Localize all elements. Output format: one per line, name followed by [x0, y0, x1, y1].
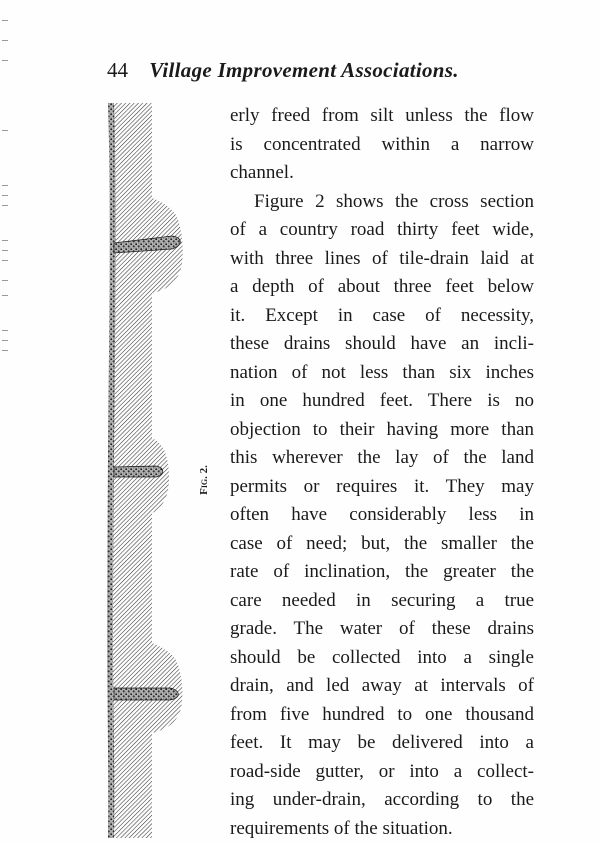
text-line: this wherever the lay of the land — [230, 447, 534, 468]
text-line: Figure 2 shows the cross section — [254, 190, 534, 212]
text-line: permits or requires it. They may — [230, 475, 534, 497]
text-line: grade. The water of these drains — [230, 618, 534, 639]
road-cross-section-figure — [100, 103, 205, 838]
page-number: 44 — [107, 58, 128, 82]
text-line: requirements of the situation. — [230, 817, 453, 839]
text-line: from five hundred to one thousand — [230, 703, 534, 725]
text-line: of a country road thirty feet wide, — [230, 219, 534, 240]
text-line: in one hundred feet. There is no — [230, 390, 534, 411]
text-line: road-side gutter, or into a collect- — [230, 760, 534, 782]
text-line: with three lines of tile-drain laid at — [230, 247, 534, 269]
margin-marks — [2, 20, 12, 350]
text-line: nation of not less than six inches — [230, 361, 534, 383]
text-line: often have considerably less in — [230, 504, 534, 525]
text-line: channel. — [230, 162, 294, 183]
tile-drain — [114, 688, 178, 700]
text-line: drain, and led away at intervals of — [230, 675, 534, 696]
tile-drain — [114, 466, 163, 477]
text-line: erly freed from silt unless the flow — [230, 105, 534, 126]
text-line: rate of inclination, the greater the — [230, 561, 534, 582]
text-line: objection to their having more than — [230, 418, 534, 440]
text-line: these drains should have an incli- — [230, 333, 534, 354]
figure-label: Fig. 2. — [198, 465, 210, 495]
text-line: case of need; but, the smaller the — [230, 532, 534, 554]
text-line: should be collected into a single — [230, 646, 534, 668]
text-line: feet. It may be delivered into a — [230, 732, 534, 753]
body-text — [230, 102, 534, 843]
text-line: care needed in securing a true — [230, 589, 534, 611]
text-line: ing under-drain, according to the — [230, 789, 534, 810]
text-line: it. Except in case of necessity, — [230, 304, 534, 326]
running-title: Village Improvement Associations. — [149, 58, 459, 82]
text-line: a depth of about three feet below — [230, 276, 534, 297]
page-header — [107, 58, 459, 83]
text-line: is concentrated within a narrow — [230, 133, 534, 155]
